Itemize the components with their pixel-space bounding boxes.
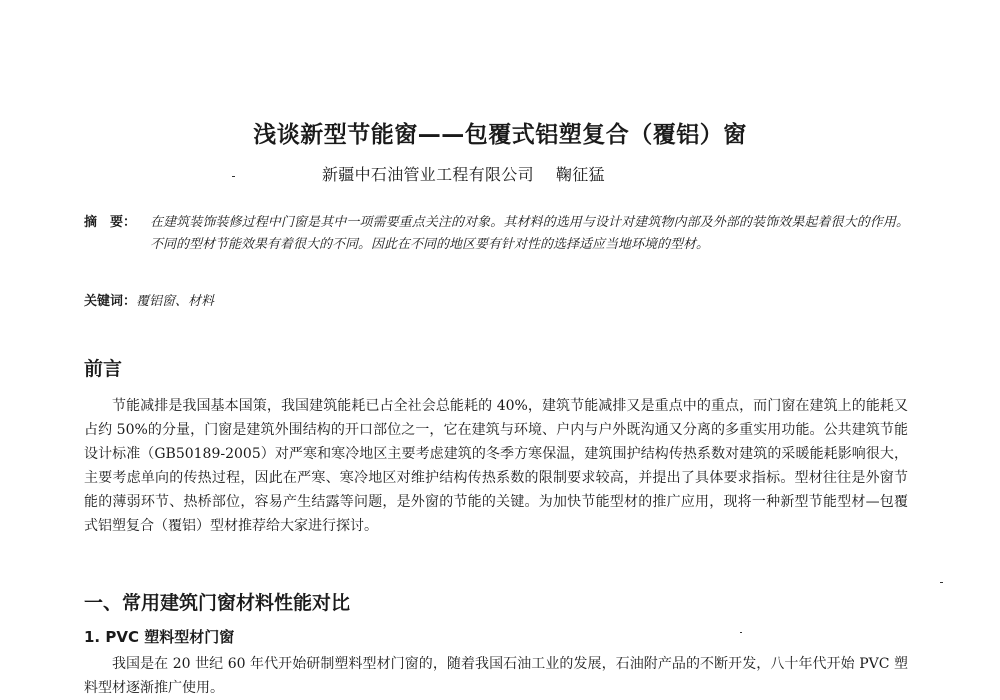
article-title: 浅谈新型节能窗——包覆式铝塑复合（覆铝）窗: [253, 122, 747, 148]
abstract-text: 在建筑装饰装修过程中门窗是其中一项需要重点关注的对象。其材料的选用与设计对建筑物内部及外部的装饰效果起着很大的作用。不同的型材节能效果有着很大的不同。因此在不同的地区要有针对性的选择适应当地环境的型材。: [150, 215, 909, 252]
section-1-heading: 一、常用建筑门窗材料性能对比: [84, 592, 351, 614]
keywords-text: 覆铝窗、材料: [136, 294, 215, 309]
scan-speck: [940, 582, 943, 583]
abstract-block: [84, 212, 909, 256]
keywords-label: 关键词：: [84, 294, 137, 309]
subsection-1-heading: 1. PVC 塑料型材门窗: [84, 628, 235, 646]
scan-speck: [232, 176, 235, 177]
byline: [322, 162, 605, 185]
keywords-line: [84, 290, 214, 309]
subsection-1-paragraph: 我国是在 20 世纪 60 年代开始研制塑料型材门窗的，随着我国石油工业的发展，石油附产品的不断开发，八十年代开始 PVC 塑料型材逐渐推广使用。: [84, 656, 908, 696]
abstract-label: 摘 要：: [84, 215, 137, 230]
scan-speck: [740, 632, 742, 633]
organization-name: 新疆中石油管业工程有限公司: [322, 165, 534, 184]
preface-paragraph: 节能减排是我国基本国策，我国建筑能耗已占全社会总能耗的 40%，建筑节能减排又是重点中的重点，而门窗在建筑上的能耗又占约 50%的分量，门窗是建筑外围结构的开口部位之一，它在建筑与环境、户内与户外既沟通又分离的多重实用功能。公共建筑节能设计标准（GB50189-2005）对严寒和寒冷地区主要考虑建筑的冬季方寒保温，建筑围护结构传热系数对建筑的采暖能耗影响很大，主要考虑单向的传热过程，因此在严寒、寒冷地区对维护结构传热系数的限制要求较高，并提出了具体要求指标。型材往往是外窗节能的薄弱环节、热桥部位，容易产生结露等问题，是外窗的节能的关键。为加快节能型材的推广应用，现将一种新型节能型材—包覆式铝塑复合（覆铝）型材推荐给大家进行探讨。: [84, 398, 908, 534]
preface-heading: 前言: [84, 358, 123, 380]
author-name: 鞠征猛: [555, 165, 605, 184]
